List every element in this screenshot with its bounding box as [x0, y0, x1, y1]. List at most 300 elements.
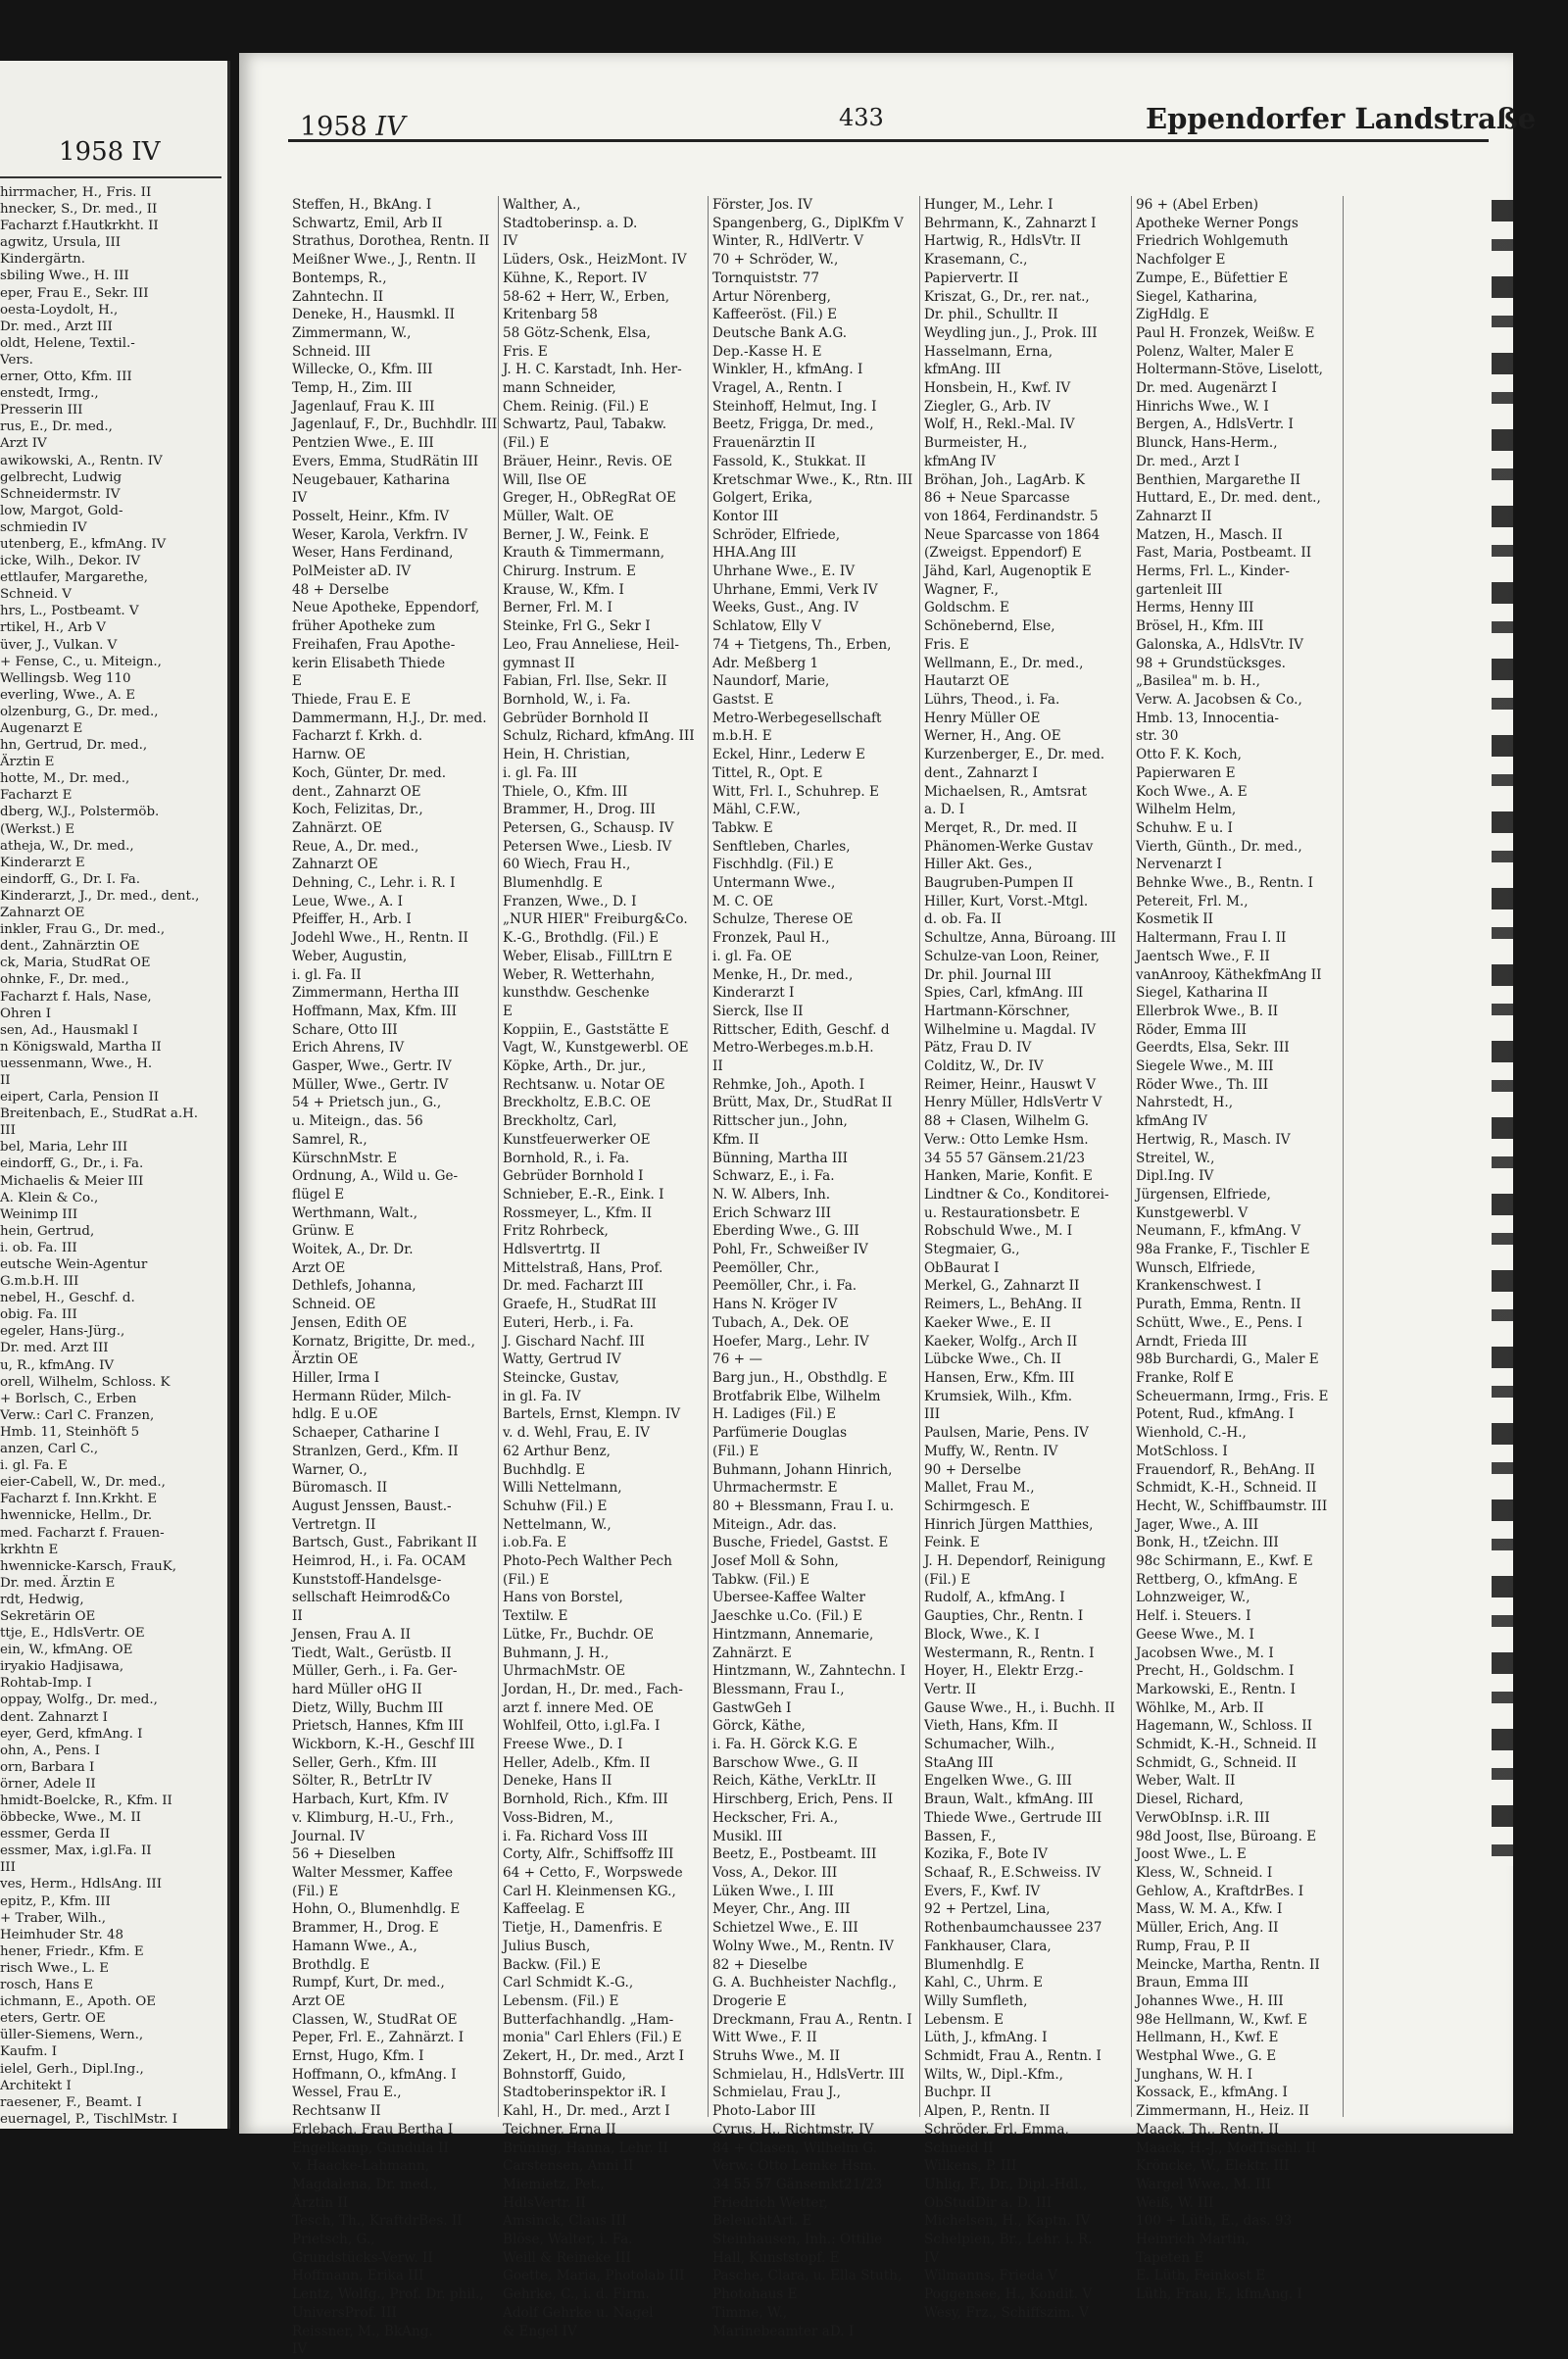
directory-entry: vanAnrooy, KäthekfmAng II	[1136, 966, 1322, 983]
directory-entry: Hanken, Marie, Konfit. E	[924, 1168, 1093, 1185]
directory-entry: Beetz, E., Postbeamt. III	[712, 1846, 877, 1863]
directory-entry: 60 Wiech, Frau H.,	[503, 857, 631, 873]
directory-entry: 98e Hellmann, W., Kwf. E	[1136, 2011, 1307, 2028]
directory-entry: Stranlzen, Gerd., Kfm. II	[292, 1443, 459, 1459]
directory-entry: Prietsch, G.,	[292, 2232, 375, 2248]
directory-entry: m.b.H. E	[712, 728, 772, 745]
previous-page-entry: obig. Fa. III	[0, 1307, 77, 1323]
directory-entry: flügel E	[292, 1186, 345, 1203]
directory-entry: Vertretgn. II	[292, 1516, 376, 1533]
directory-entry: Peper, Frl. E., Zahnärzt. I	[292, 2030, 465, 2046]
directory-entry: Tittel, R., Opt. E	[712, 764, 823, 781]
directory-entry: Heimrod, H., i. Fa. OCAM	[292, 1553, 466, 1570]
directory-entry: Wilkens, P. III	[924, 2158, 1017, 2175]
directory-entry: Dr. med. Augenärzt I	[1136, 380, 1277, 397]
directory-entry: Stadtoberinspektor iR. I	[503, 2085, 666, 2101]
previous-page-entry: ielel, Gerh., Dipl.Ing.,	[0, 2061, 144, 2077]
directory-entry: Hartmann-Körschner,	[924, 1003, 1070, 1019]
directory-entry: Chirurg. Instrum. E	[503, 564, 636, 580]
directory-entry: 98a Franke, F., Tischler E	[1136, 1242, 1310, 1258]
directory-entry: Nachfolger E	[1136, 252, 1226, 269]
previous-page-entry: ohn, A., Pens. I	[0, 1743, 100, 1758]
directory-entry: Siegel, Katharina,	[1136, 288, 1258, 305]
directory-entry: Textilw. E	[503, 1608, 568, 1625]
directory-entry: Hiller Akt. Ges.,	[924, 857, 1033, 873]
directory-entry: Streitel, W.,	[1136, 1150, 1215, 1166]
previous-page-entry: Zahnarzt OE	[0, 906, 85, 921]
directory-entry: Brammer, H., Drog. E	[292, 1920, 439, 1937]
directory-entry: Zahnärzt. E	[712, 1645, 792, 1661]
directory-entry: Zumpe, E., Büfettier E	[1136, 270, 1289, 286]
directory-entry: Ernst, Hugo, Kfm. I	[292, 2048, 424, 2065]
directory-entry: Galonska, A., HdlsVtr. IV	[1136, 636, 1303, 653]
directory-entry: Facharzt f. Krkh. d.	[292, 728, 423, 745]
previous-page-entry: krkhtn E	[0, 1542, 59, 1557]
directory-entry: Krumsiek, Wilh., Kfm.	[924, 1388, 1073, 1404]
previous-page-entry: rtikel, H., Arb V	[0, 620, 106, 636]
directory-entry: von 1864, Ferdinandstr. 5	[924, 508, 1099, 524]
directory-entry: Schulz, Richard, kfmAng. III	[503, 728, 695, 745]
directory-entry: Weber, Walt. II	[1136, 1773, 1236, 1790]
previous-page-entry: awikowski, A., Rentn. IV	[0, 453, 163, 468]
directory-entry: Barschow Wwe., G. II	[712, 1754, 858, 1771]
directory-entry: Menke, H., Dr. med.,	[712, 966, 854, 983]
directory-entry: Bohnstorff, Guido,	[503, 2066, 626, 2083]
previous-page-entry: Kaufm. I	[0, 2044, 58, 2060]
previous-page-entry: gelbrecht, Ludwig	[0, 469, 122, 485]
directory-entry: (Fil.) E	[712, 1443, 760, 1459]
directory-entry: Schietzel Wwe., E. III	[712, 1920, 858, 1937]
directory-entry: Purath, Emma, Rentn. II	[1136, 1297, 1301, 1313]
directory-entry: Magdalena, Dr. med.,	[292, 2176, 438, 2192]
directory-entry: Hirschberg, Erich, Pens. II	[712, 1792, 894, 1808]
previous-page-entry: Sekretärin OE	[0, 1608, 96, 1624]
previous-page-entry: Kinderarzt, J., Dr. med., dent.,	[0, 888, 200, 904]
directory-entry: „Basilea" m. b. H.,	[1136, 673, 1260, 690]
previous-page-entry: III	[0, 1860, 16, 1876]
directory-entry: Hmb. 13, Innocentia-	[1136, 710, 1280, 726]
directory-entry: Jodehl Wwe., H., Rentn. II	[292, 930, 468, 947]
directory-entry: J. H. C. Karstadt, Inh. Her-	[503, 362, 682, 378]
directory-column-4	[919, 196, 1130, 2321]
directory-entry: Wöhlke, M., Arb. II	[1136, 1699, 1264, 1716]
directory-entry: Harnw. OE	[292, 747, 366, 763]
directory-entry: Schare, Otto III	[292, 1021, 398, 1038]
directory-entry: K.-G., Brothdlg. (Fil.) E	[503, 930, 659, 947]
directory-entry: GastwGeh I	[712, 1699, 792, 1716]
directory-entry: Werthmann, Walt.,	[292, 1204, 418, 1221]
directory-entry: Erlebach, Frau Bertha I	[292, 2121, 454, 2138]
directory-entry: Schneid II	[924, 2139, 994, 2156]
directory-entry: Voss, A., Dekor. III	[712, 1864, 838, 1881]
directory-entry: Blöse, Walter, i. Fa.	[503, 2232, 633, 2248]
directory-entry: Hiller, Kurt, Vorst.-Mtgl.	[924, 893, 1089, 909]
directory-entry: Fassold, K., Stukkat. II	[712, 453, 866, 469]
directory-entry: Muffy, W., Rentn. IV	[924, 1443, 1058, 1459]
directory-entry: Zahnarzt OE	[292, 857, 378, 873]
previous-page-entry: sbiling Wwe., H. III	[0, 269, 129, 284]
directory-entry: v. Haacke-Lahmann,	[292, 2158, 429, 2175]
directory-entry: Wohlfeil, Otto, i.gl.Fa. I	[503, 1718, 661, 1735]
directory-entry: Robschuld Wwe., M. I	[924, 1223, 1073, 1240]
directory-entry: Rudolf, A., kfmAng. I	[924, 1590, 1065, 1606]
directory-entry: Gebrüder Bornhold I	[503, 1168, 644, 1185]
directory-entry: Zekert, H., Dr. med., Arzt I	[503, 2048, 684, 2065]
directory-entry: Paulsen, Marie, Pens. IV	[924, 1425, 1089, 1442]
directory-entry: monia" Carl Ehlers (Fil.) E	[503, 2030, 682, 2046]
directory-entry: Rehmke, Joh., Apoth. I	[712, 1076, 865, 1093]
previous-page-entry: dberg, W.J., Polstermöb.	[0, 805, 160, 820]
directory-entry: Röder Wwe., Th. III	[1136, 1076, 1269, 1093]
directory-entry: Dep.-Kasse H. E	[712, 343, 822, 360]
directory-entry: Vagt, W., Kunstgewerbl. OE	[503, 1040, 689, 1057]
previous-page-entry: i. ob. Fa. III	[0, 1240, 77, 1255]
directory-entry: Schlatow, Elly V	[712, 618, 821, 635]
directory-entry: Matzen, H., Masch. II	[1136, 526, 1283, 543]
directory-entry: Arndt, Frieda III	[1136, 1333, 1248, 1350]
directory-entry: Kfm. II	[712, 1131, 760, 1148]
previous-page-entry: rosch, Hans E	[0, 1978, 94, 1993]
directory-entry: Bonk, H., tZeichn. III	[1136, 1535, 1279, 1551]
directory-entry: Dr. med. Facharzt III	[503, 1278, 644, 1295]
previous-page-entry: ves, Herm., HdlsAng. III	[0, 1877, 162, 1892]
directory-entry: Hintzmann, Annemarie,	[712, 1626, 874, 1643]
directory-entry: Schnieber, E.-R., Eink. I	[503, 1186, 664, 1203]
directory-entry: Frauendorf, R., BehAng. II	[1136, 1461, 1315, 1478]
directory-entry: Barg jun., H., Obsthdlg. E	[712, 1370, 888, 1386]
directory-entry: Henry Müller OE	[924, 710, 1041, 726]
directory-entry: Verw.: Otto Lemke Hsm.	[924, 1131, 1089, 1148]
directory-entry: Winter, R., HdlVertr. V	[712, 233, 864, 250]
directory-entry: Maack, H.-J., ModTischl. II	[1136, 2139, 1317, 2156]
previous-page-entry: hein, Gertrud,	[0, 1223, 95, 1239]
directory-entry: Kossack, E., kfmAng. I	[1136, 2085, 1288, 2101]
directory-entry: Franzen, Wwe., D. I	[503, 893, 637, 909]
directory-entry: Grünw. E	[292, 1223, 355, 1240]
previous-page-entry: agwitz, Ursula, III	[0, 235, 122, 251]
directory-entry: Thiede Wwe., Gertrude III	[924, 1809, 1102, 1826]
directory-entry: Gasper, Wwe., Gertr. IV	[292, 1058, 452, 1075]
previous-page-entry: Ohren I	[0, 1006, 52, 1021]
directory-entry: Hunger, M., Lehr. I	[924, 197, 1054, 213]
directory-entry: Bergen, A., HdlsVertr. I	[1136, 417, 1294, 433]
directory-entry: Senftleben, Charles,	[712, 838, 851, 855]
directory-entry: Musikl. III	[712, 1828, 783, 1844]
previous-page-entry: raesener, F., Beamt. I	[0, 2094, 142, 2110]
directory-entry: & Engel IV	[503, 2323, 577, 2339]
directory-entry: Schmidt, Frau A., Rentn. I	[924, 2048, 1102, 2065]
directory-entry: Willy Sumfleth,	[924, 1992, 1028, 2009]
directory-entry: UniversProf. III	[292, 2304, 397, 2321]
directory-entry: Kahl, H., Dr. med., Arzt I	[503, 2103, 670, 2120]
previous-page-entry: n Königswald, Martha II	[0, 1039, 162, 1055]
directory-entry: Kurzenberger, E., Dr. med.	[924, 747, 1105, 763]
directory-entry: kunsthdw. Geschenke	[503, 985, 650, 1002]
directory-entry: Helf. i. Steuers. I	[1136, 1608, 1251, 1625]
directory-entry: BeleuchtArt. E	[712, 2213, 812, 2230]
directory-entry: Adr. Meßberg 1	[712, 655, 819, 671]
directory-entry: Artur Nörenberg,	[712, 288, 831, 305]
directory-entry: Reimer, Heinr., Hauswt V	[924, 1076, 1097, 1093]
directory-entry: Kunstgewerbl. V	[1136, 1204, 1249, 1221]
previous-page-entry: hmidt-Boelcke, R., Kfm. II	[0, 1794, 172, 1808]
directory-entry: Hellmann, H., Kwf. E	[1136, 2030, 1279, 2046]
directory-entry: 98c Schirmann, E., Kwf. E	[1136, 1553, 1313, 1570]
directory-entry: „NUR HIER" Freiburg&Co.	[503, 911, 688, 928]
directory-entry: Brüning, Hanna, Lehr. II	[503, 2139, 668, 2156]
directory-entry: Neugebauer, Katharina	[292, 471, 450, 488]
directory-entry: kerin Elisabeth Thiede	[292, 655, 446, 671]
directory-entry: Teichner, Erna II	[503, 2121, 616, 2138]
directory-entry: Zahnarzt II	[1136, 508, 1212, 524]
previous-page-entry: bel, Maria, Lehr III	[0, 1140, 128, 1155]
directory-entry: 98b Burchardi, G., Maler E	[1136, 1352, 1319, 1368]
directory-entry: Rettberg, O., kfmAng. E	[1136, 1571, 1298, 1588]
previous-page-column	[0, 184, 227, 2128]
directory-entry: Krasemann, C.,	[924, 252, 1028, 269]
directory-entry: Wilhelm Helm,	[1136, 802, 1237, 818]
directory-entry: E	[503, 1003, 513, 1019]
directory-entry: Zimmermann, W.,	[292, 324, 412, 341]
directory-entry: 58 Götz-Schenk, Elsa,	[503, 324, 651, 341]
directory-entry: Arzt OE	[292, 1259, 346, 1276]
directory-entry: Gaupties, Chr., Rentn. I	[924, 1608, 1084, 1625]
directory-entry: Jürgensen, Elfriede,	[1136, 1186, 1271, 1203]
directory-entry: ObStudDir a. D. III	[924, 2194, 1053, 2211]
directory-entry: Samrel, R.,	[292, 1131, 368, 1148]
directory-entry: Bornhold, Rich., Kfm. III	[503, 1792, 668, 1808]
directory-entry: Otto F. K. Koch,	[1136, 747, 1242, 763]
directory-entry: Classen, W., StudRat OE	[292, 2011, 458, 2028]
directory-entry: Schelpien, Br., Lehr. i. R.	[924, 2232, 1093, 2248]
directory-entry: G. A. Buchheister Nachflg.,	[712, 1975, 897, 1991]
previous-page-entry: Facharzt E	[0, 788, 73, 804]
previous-page-entry: Breitenbach, E., StudRat a.H.	[0, 1106, 199, 1122]
directory-entry: Willi Nettelmann,	[503, 1480, 622, 1497]
directory-entry: 80 + Blessmann, Frau I. u.	[712, 1498, 895, 1514]
directory-entry: Ubersee-Kaffee Walter	[712, 1590, 865, 1606]
directory-entry: Carl Schmidt K.-G.,	[503, 1975, 634, 1991]
directory-entry: Gebrüder Bornhold II	[503, 710, 649, 726]
directory-entry: Bassen, F.,	[924, 1828, 997, 1844]
directory-entry: Blumenhdlg. E	[924, 1956, 1024, 1973]
directory-entry: Tornquiststr. 77	[712, 270, 820, 286]
directory-entry: Dethlefs, Johanna,	[292, 1278, 416, 1295]
directory-entry: Hans N. Kröger IV	[712, 1297, 838, 1313]
directory-entry: Werner, H., Ang. OE	[924, 728, 1061, 745]
directory-entry: Reimers, L., BehAng. II	[924, 1297, 1083, 1313]
directory-entry: Tiedt, Walt., Gerüstb. II	[292, 1645, 452, 1661]
directory-entry: Bröhan, Joh., LagArb. K	[924, 471, 1085, 488]
previous-page-entry: nebel, H., Geschf. d.	[0, 1291, 135, 1306]
directory-entry: Friedrich Wohlgemuth	[1136, 233, 1289, 250]
directory-entry: hard Müller oHG II	[292, 1681, 422, 1697]
directory-entry: Dehning, C., Lehr. i. R. I	[292, 875, 456, 892]
directory-entry: Krankenschwest. I	[1136, 1278, 1262, 1295]
directory-entry: Peemöller, Chr.,	[712, 1259, 819, 1276]
directory-entry: 92 + Pertzel, Lina,	[924, 1901, 1051, 1918]
directory-entry: Voss-Bidren, M.,	[503, 1809, 613, 1826]
page-header-year: 1958 IV	[300, 112, 406, 142]
directory-entry: Wesy, Frz., Schiffszim. V	[924, 2304, 1089, 2321]
previous-page-entry: oesta-Loydolt, H.,	[0, 302, 119, 318]
directory-entry: Rumpf, Kurt, Dr. med.,	[292, 1975, 445, 1991]
directory-entry: Kaeker Wwe., E. II	[924, 1314, 1052, 1331]
directory-entry: Uhlig, F., Dr., Dipl.-Hdl.,	[924, 2176, 1088, 2192]
directory-entry: Photo-Pech Walther Pech	[503, 1553, 672, 1570]
directory-entry: Jensen, Frau A. II	[292, 1626, 411, 1643]
directory-entry: 82 + Dieselbe	[712, 1956, 808, 1973]
directory-entry: Engelkamp, Gundula II	[292, 2139, 449, 2156]
directory-entry: a. D. I	[924, 802, 965, 818]
directory-entry: Heller, Adelb., Kfm. II	[503, 1754, 651, 1771]
previous-page-entry: ohnke, F., Dr. med.,	[0, 972, 129, 988]
directory-entry: Weser, Hans Ferdinand,	[292, 545, 454, 562]
directory-entry: Drogerie E	[712, 1992, 787, 2009]
previous-page-entry: olzenburg, G., Dr. med.,	[0, 704, 159, 719]
directory-entry: Heckscher, Fri. A.,	[712, 1809, 839, 1826]
directory-entry: Siegel, Katharina II	[1136, 985, 1268, 1002]
directory-entry: Hermann Rüder, Milch-	[292, 1388, 452, 1404]
directory-entry: 96 + (Abel Erben)	[1136, 197, 1259, 213]
directory-entry: Weber, R. Wetterhahn,	[503, 966, 656, 983]
previous-page-entry: orn, Barbara I	[0, 1759, 95, 1775]
directory-entry: Meyer, Chr., Ang. III	[712, 1901, 851, 1918]
directory-entry: Block, Wwe., K. I	[924, 1626, 1040, 1643]
directory-entry: Nervenarzt I	[1136, 857, 1222, 873]
previous-page-entry: Vers.	[0, 352, 33, 368]
directory-entry: hdlg. E u.OE	[292, 1406, 378, 1423]
directory-entry: Kless, W., Schneid. I	[1136, 1864, 1273, 1881]
directory-entry: Diesel, Richard,	[1136, 1792, 1244, 1808]
directory-entry: Wienhold, C.-H.,	[1136, 1425, 1247, 1442]
directory-entry: (Fil.) E	[292, 1883, 339, 1899]
directory-entry: Apotheke Werner Pongs	[1136, 215, 1298, 231]
directory-entry: Franke, Rolf E	[1136, 1370, 1234, 1386]
directory-entry: Berner, Frl. M. I	[503, 600, 612, 616]
directory-entry: d. ob. Fa. II	[924, 911, 1002, 928]
directory-entry: Blessmann, Frau I.,	[712, 1681, 845, 1697]
directory-entry: Braun, Emma III	[1136, 1975, 1249, 1991]
directory-entry: Schneid. OE	[292, 1297, 376, 1313]
directory-entry: Hoffmann, O., kfmAng. I	[292, 2066, 457, 2083]
directory-entry: II	[292, 1608, 303, 1625]
directory-entry: Wolf, H., Rekl.-Mal. IV	[924, 417, 1075, 433]
previous-page-entry: eper, Frau E., Sekr. III	[0, 285, 149, 301]
directory-entry: MotSchloss. I	[1136, 1443, 1228, 1459]
directory-entry: Steincke, Gustav,	[503, 1370, 620, 1386]
directory-entry: Vragel, A., Rentn. I	[712, 380, 843, 397]
directory-entry: Hecht, W., Schiffbaumstr. III	[1136, 1498, 1328, 1514]
previous-page-header: 1958 IV	[59, 137, 161, 167]
directory-entry: Lebensm. E	[924, 2011, 1004, 2028]
previous-page-entry: ein, W., kfmAng. OE	[0, 1643, 133, 1658]
directory-entry: IV	[292, 2341, 308, 2358]
directory-entry: Zimmermann, Hertha III	[292, 985, 460, 1002]
directory-entry: Schröder, Frl. Emma,	[924, 2121, 1069, 2138]
previous-page-entry: oldt, Helene, Textil.-	[0, 335, 135, 351]
directory-entry: IV	[924, 2249, 940, 2266]
directory-entry: Strathus, Dorothea, Rentn. II	[292, 233, 490, 250]
directory-entry: Dr. med., Arzt I	[1136, 453, 1240, 469]
directory-entry: Hertwig, R., Masch. IV	[1136, 1131, 1291, 1148]
directory-entry: Harbach, Kurt, Kfm. IV	[292, 1792, 449, 1808]
directory-entry: Tietje, H., Damenfris. E	[503, 1920, 662, 1937]
directory-entry: Woitek, A., Dr. Dr.	[292, 1242, 414, 1258]
directory-entry: Bontemps, R.,	[292, 270, 387, 286]
directory-entry: Geerdts, Elsa, Sekr. III	[1136, 1040, 1290, 1057]
directory-entry: Willecke, O., Kfm. III	[292, 362, 433, 378]
previous-page-entry: Wellingsb. Weg 110	[0, 670, 131, 686]
directory-entry: Müller, Wwe., Gertr. IV	[292, 1076, 449, 1093]
directory-entry: i. gl. Fa. II	[292, 966, 362, 983]
directory-entry: Sierck, Ilse II	[712, 1003, 804, 1019]
directory-entry: Ärztin II	[292, 2194, 349, 2211]
directory-entry: Vieth, Hans, Kfm. II	[924, 1718, 1058, 1735]
previous-page-entry: üver, J., Vulkan. V	[0, 637, 118, 653]
directory-entry: Winkler, H., kfmAng. I	[712, 362, 863, 378]
directory-entry: Dipl.Ing. IV	[1136, 1168, 1214, 1185]
directory-entry: August Jenssen, Baust.-	[292, 1498, 452, 1514]
previous-page-entry: Arzt IV	[0, 436, 47, 452]
directory-entry: Fankhauser, Clara,	[924, 1938, 1052, 1954]
directory-entry: Freihafen, Frau Apothe-	[292, 636, 456, 653]
directory-entry: Golgert, Erika,	[712, 490, 813, 507]
directory-entry: Dr. phil. Journal III	[924, 966, 1052, 983]
directory-entry: Meißner Wwe., J., Rentn. II	[292, 252, 476, 269]
directory-entry: Leo, Frau Anneliese, Heil-	[503, 636, 679, 653]
directory-entry: Schmidt, K.-H., Schneid. II	[1136, 1480, 1317, 1497]
previous-page	[0, 61, 230, 2129]
directory-entry: Thiele, O., Kfm. III	[503, 783, 628, 800]
previous-page-entry: III	[0, 1123, 16, 1139]
directory-entry: Photohaus E	[712, 2286, 798, 2303]
directory-entry: Merkel, G., Zahnarzt II	[924, 1278, 1080, 1295]
previous-page-entry: Augenarzt E	[0, 721, 83, 736]
directory-entry: Parfümerie Douglas	[712, 1425, 848, 1442]
directory-entry: 88 + Clasen, Wilhelm G.	[924, 1113, 1090, 1130]
directory-entry: Rothenbaumchaussee 237	[924, 1920, 1102, 1937]
directory-entry: Lindtner & Co., Konditorei-	[924, 1186, 1109, 1203]
directory-page	[239, 53, 1537, 2358]
directory-entry: Rittscher, Edith, Geschf. d	[712, 1021, 890, 1038]
directory-entry: Geese Wwe., M. I	[1136, 1626, 1254, 1643]
directory-entry: Hansen, Erw., Kfm. III	[924, 1370, 1075, 1386]
directory-entry: Hall, Kunststopf. E	[712, 2249, 840, 2266]
directory-column-3	[708, 196, 918, 2339]
directory-entry: Butterfachhandlg. „Ham-	[503, 2011, 674, 2028]
directory-entry: Blunck, Hans-Herm.,	[1136, 435, 1278, 452]
previous-page-entry: eyer, Gerd, kfmAng. I	[0, 1726, 143, 1742]
directory-entry: Lüth, J., kfmAng. I	[924, 2030, 1048, 2046]
directory-entry: Deneke, Hans II	[503, 1773, 612, 1790]
directory-column-5	[1131, 196, 1342, 2303]
previous-page-entry: Heimhuder Str. 48	[0, 1927, 124, 1942]
directory-entry: Eberding Wwe., G. III	[712, 1223, 859, 1240]
directory-entry: kfmAng. III	[924, 362, 1002, 378]
directory-entry: Kunstfeuerwerker OE	[503, 1131, 651, 1148]
directory-entry: Gastst. E	[712, 691, 774, 708]
previous-page-entry: Weinimp III	[0, 1206, 78, 1222]
directory-entry: Kaeker, Wolfg., Arch II	[924, 1333, 1078, 1350]
directory-entry: 76 + —	[712, 1352, 762, 1368]
directory-entry: Behnke Wwe., B., Rentn. I	[1136, 875, 1313, 892]
previous-page-entry: + Traber, Wilh.,	[0, 1910, 106, 1926]
directory-entry: Tapeten E	[1136, 2249, 1204, 2266]
directory-entry: Tabkw. E	[712, 819, 773, 836]
directory-entry: Dammermann, H.J., Dr. med.	[292, 710, 487, 726]
directory-entry: StaAng III	[924, 1754, 994, 1771]
